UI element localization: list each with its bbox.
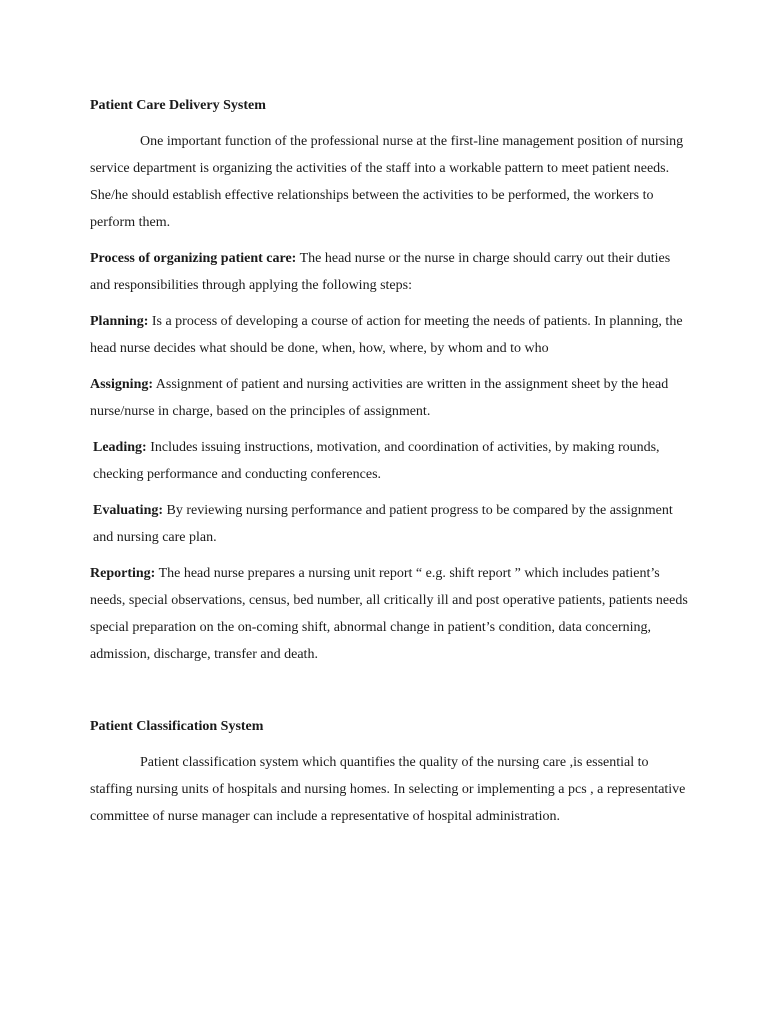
text-process-of-organizing: The head nurse or the nurse in charge should carry out their duties and responsibilities through applying the following steps:	[90, 251, 671, 293]
text-assigning: Assignment of patient and nursing activities are written in the assignment sheet by the head nurse/nurse in charge, based on the principles of assignment.	[90, 377, 669, 419]
term-leading: Leading:	[93, 440, 147, 455]
paragraph-planning	[90, 308, 688, 362]
section-heading-patient-care-delivery: Patient Care Delivery System	[90, 98, 266, 113]
term-evaluating: Evaluating:	[93, 503, 164, 518]
section-heading-patient-classification: Patient Classification System	[90, 719, 264, 734]
intro-paragraph: One important function of the professional nurse at the first-line management position of nursing service department is organizing the activities of the staff into a workable pattern to meet patient needs. She/he should establish effective relationships between the activities to be performed, the workers to perform them.	[90, 134, 684, 230]
text-leading: Includes issuing instructions, motivation, and coordination of activities, by making rounds, checking performance and conducting conferences.	[93, 440, 660, 482]
paragraph-process-of-organizing	[90, 245, 688, 299]
text-evaluating: By reviewing nursing performance and patient progress to be compared by the assignment and nursing care plan.	[93, 503, 673, 545]
section-spacer	[90, 677, 688, 713]
term-reporting: Reporting:	[90, 566, 156, 581]
text-reporting: The head nurse prepares a nursing unit report “ e.g. shift report ” which includes patient’s needs, special observations, census, bed number, all critically ill and post operative patients, patients needs special preparation on the on-coming shift, abnormal change in patient’s condition, data concerning, admission, discharge, transfer and death.	[90, 566, 688, 662]
text-planning: Is a process of developing a course of action for meeting the needs of patients. In planning, the head nurse decides what should be done, when, how, where, by whom and to who	[90, 314, 683, 356]
paragraph-leading	[90, 434, 688, 488]
paragraph-reporting	[90, 560, 688, 668]
paragraph-evaluating	[90, 497, 688, 551]
term-process-of-organizing: Process of organizing patient care:	[90, 251, 297, 266]
term-planning: Planning:	[90, 314, 149, 329]
paragraph-assigning	[90, 371, 688, 425]
classification-paragraph: Patient classification system which quantifies the quality of the nursing care ,is essential to staffing nursing units of hospitals and nursing homes. In selecting or implementing a pcs , a representative committee of nurse manager can include a representative of hospital administration.	[90, 755, 686, 824]
term-assigning: Assigning:	[90, 377, 154, 392]
